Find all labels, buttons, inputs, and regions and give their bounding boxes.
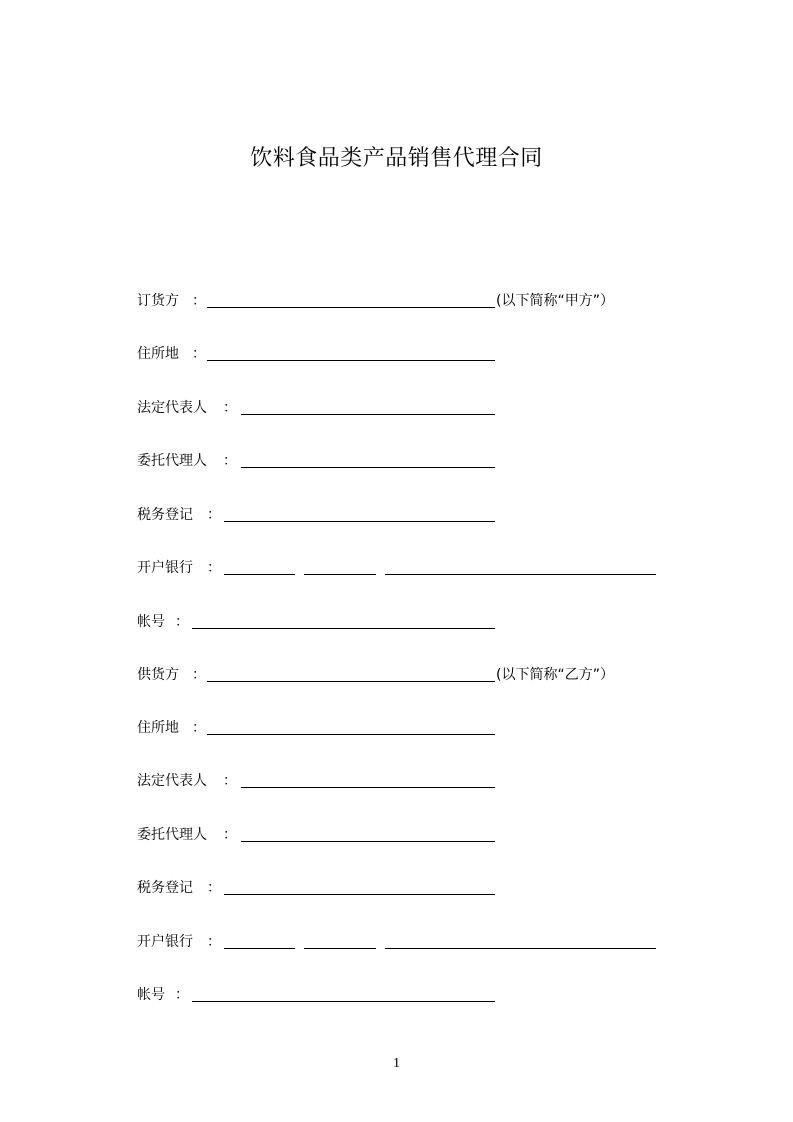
page-number: 1 [393,1056,400,1071]
agent-label: 委托代理人 [137,453,207,469]
account-label: 帐号 [137,614,165,630]
legal-rep-label: 法定代表人 [137,400,207,416]
bank-blank-2[interactable] [304,948,376,949]
colon: ： [223,453,237,469]
agent-label: 委托代理人 [137,827,207,843]
supplier-blank[interactable] [207,681,495,682]
orderer-blank[interactable] [207,307,495,308]
colon: ： [223,773,237,789]
address-blank[interactable] [207,360,495,361]
bank-blank-3[interactable] [385,948,656,949]
colon: ： [223,827,237,843]
colon: ： [175,987,189,1003]
address-blank[interactable] [207,734,495,735]
legal-rep-blank[interactable] [241,787,495,788]
bank-blank-1[interactable] [224,574,295,575]
tax-label: 税务登记 [137,507,193,523]
tax-label: 税务登记 [137,880,193,896]
colon: ： [207,560,221,576]
bank-blank-3[interactable] [385,574,656,575]
colon: ： [223,400,237,416]
address-label: 住所地 [137,346,179,362]
tax-blank[interactable] [224,894,495,895]
party-a-alias: (以下简称“甲方”） [496,293,614,309]
party-b-alias: (以下简称“乙方”） [496,667,614,683]
agent-blank[interactable] [241,841,495,842]
colon: ： [192,667,206,683]
document-title: 饮料食品类产品销售代理合同 [250,146,543,171]
bank-blank-2[interactable] [304,574,376,575]
supplier-label: 供货方 [137,667,179,683]
colon: ： [192,346,206,362]
colon: ： [192,293,206,309]
colon: ： [175,614,189,630]
bank-blank-1[interactable] [224,948,295,949]
colon: ： [207,507,221,523]
tax-blank[interactable] [224,521,495,522]
legal-rep-label: 法定代表人 [137,773,207,789]
account-blank[interactable] [192,1001,495,1002]
colon: ： [192,720,206,736]
colon: ： [207,934,221,950]
colon: ： [207,880,221,896]
account-label: 帐号 [137,987,165,1003]
bank-label: 开户银行 [137,560,193,576]
address-label: 住所地 [137,720,179,736]
agent-blank[interactable] [241,467,495,468]
orderer-label: 订货方 [137,293,179,309]
legal-rep-blank[interactable] [241,414,495,415]
bank-label: 开户银行 [137,934,193,950]
account-blank[interactable] [192,628,495,629]
